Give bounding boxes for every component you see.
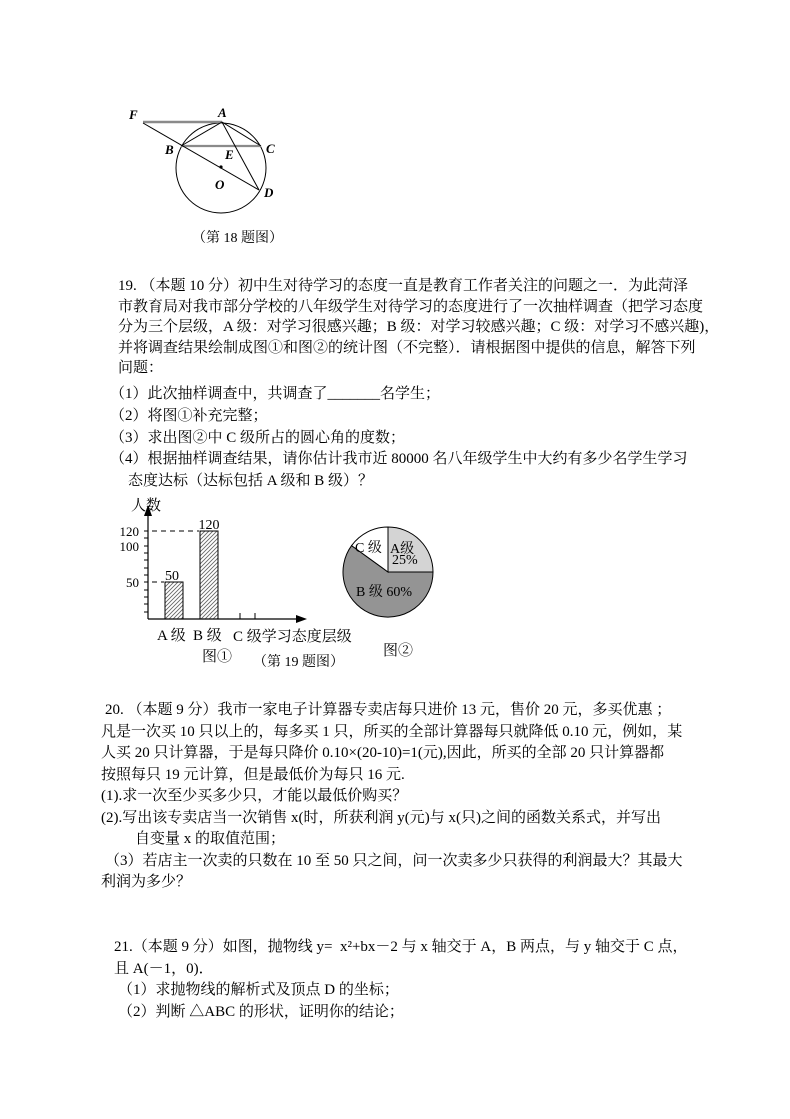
- problem-20-item-2-cont: 自变量 x 的取值范围；: [135, 831, 286, 847]
- problem-21: [114, 937, 722, 1023]
- problem-19-item-4-cont: 态度达标（达标包括 A 级和 B 级）？: [128, 473, 374, 490]
- problem-19-line: 19. （本题 10 分）初中生对待学习的态度一直是教育工作者关注的问题之一．为此菏泽: [118, 278, 689, 294]
- bar-a-value: 50: [165, 569, 179, 584]
- problem-20-line: 按照每只 19 元计算，但是最低价为每只 16 元.: [101, 766, 405, 783]
- point-label-e: E: [225, 147, 234, 162]
- x-axis-arrow: [296, 615, 307, 623]
- point-label-d: D: [264, 185, 274, 200]
- bar-b-value: 120: [198, 518, 220, 533]
- point-label-o: O: [215, 177, 225, 192]
- problem-20-line: 20. （本题 9 分）我市一家电子计算器专卖店每只进价 13 元，售价 20 元，多买优惠 ；: [105, 702, 672, 718]
- problem-21-item-1: （1）求抛物线的解析式及顶点 D 的坐标；: [118, 982, 399, 998]
- problem-19-item-3: （3）求出图②中 C 级所占的圆心角的度数；: [110, 429, 406, 446]
- problem-20-item-3-cont: 利润为多少？: [101, 874, 192, 890]
- c-bar-position-ticks: [240, 613, 255, 619]
- problem-20: [101, 700, 713, 894]
- problem-21-line: 21.（本题 9 分）如图，抛物线 y= x²+bx－2 与 x 轴交于 A，B 两点，与 y 轴交于 C 点，: [114, 939, 688, 955]
- tick-label-100: 100: [119, 539, 139, 554]
- y-axis-label: 人数: [131, 498, 162, 514]
- category-a-label: A 级: [157, 628, 186, 644]
- chord-ab: [181, 122, 222, 146]
- problem-20-item-3: （3）若店主一次卖的只数在 10 至 50 只之间，问一次卖多少只获得的利润最大？其最大: [105, 852, 683, 869]
- category-c-and-x-axis-label: C 级学习态度层级: [233, 629, 352, 645]
- category-b-label: B 级: [193, 628, 222, 644]
- bar-b: [200, 531, 218, 619]
- problem-19-item-4: （4）根据抽样调查结果，请你估计我市近 80000 名八年级学生中大约有多少名学生学习: [110, 451, 688, 468]
- problem-20-item-2: (2).写出该专卖店当一次销售 x(时，所获利润 y(元)与 x(只)之间的函数关系式，并写出: [101, 809, 661, 826]
- figure2-caption: 图②: [383, 643, 414, 659]
- point-label-f: F: [129, 107, 138, 122]
- pie-label-c: C 级: [355, 541, 382, 556]
- point-label-c: C: [266, 141, 275, 156]
- problem-19-item-1: （1）此次抽样调查中，共调查了_______名学生；: [110, 386, 441, 402]
- bar-a: [165, 582, 183, 619]
- problem-20-line: 凡是一次买 10 只以上的，每多买 1 只，所买的全部计算器每只就降低 0.10 元，例如，某: [101, 723, 683, 740]
- figure1-caption: 图①: [202, 649, 233, 665]
- problem-19-line: 并将调查结果绘制成图①和图②的统计图（不完整）．请根据图中提供的信息，解答下列: [118, 339, 696, 356]
- problem-20-line: 人买 20 只计算器，于是每只降价 0.10×(20-10)=1(元),因此，所买的全部 20 只计算器都: [101, 745, 665, 761]
- center-dot: [219, 165, 222, 168]
- point-label-b: B: [165, 142, 174, 157]
- problem-21-line: 且 A(－1，0)．: [114, 960, 214, 977]
- figure-19-caption: （第 19 题图）: [253, 655, 344, 670]
- pie-label-b: B 级 60%: [356, 585, 412, 600]
- pie-label-a: A级: [390, 542, 415, 557]
- problem-19-line: 问题：: [118, 360, 164, 376]
- chord-ac: [222, 122, 261, 146]
- secant-fbd: [143, 123, 259, 190]
- point-label-a: A: [218, 105, 227, 120]
- problem-20-item-1: (1).求一次至少买多少只，才能以最低价购买？: [101, 788, 408, 804]
- figure-18-diagram: [120, 95, 310, 245]
- problem-21-item-2: （2）判断 △ABC 的形状，证明你的结论；: [118, 1003, 404, 1020]
- tick-label-120: 120: [119, 524, 139, 539]
- problem-19-items: [110, 384, 718, 493]
- pie-label-a-percent: 25%: [392, 553, 418, 568]
- problem-19-item-2: （2）将图①补充完整；: [110, 407, 268, 424]
- problem-19-line: 市教育局对我市部分学校的八年级学生对待学习的态度进行了一次抽样调查（把学习态度: [118, 298, 704, 315]
- figure-18-caption: （第 18 题图）: [192, 231, 283, 246]
- problem-19-line: 分为三个层级，A 级：对学习很感兴趣；B 级：对学习较感兴趣；C 级：对学习不感兴趣)，: [118, 319, 720, 335]
- tick-label-50: 50: [126, 575, 139, 590]
- problem-19-paragraph: [110, 276, 718, 379]
